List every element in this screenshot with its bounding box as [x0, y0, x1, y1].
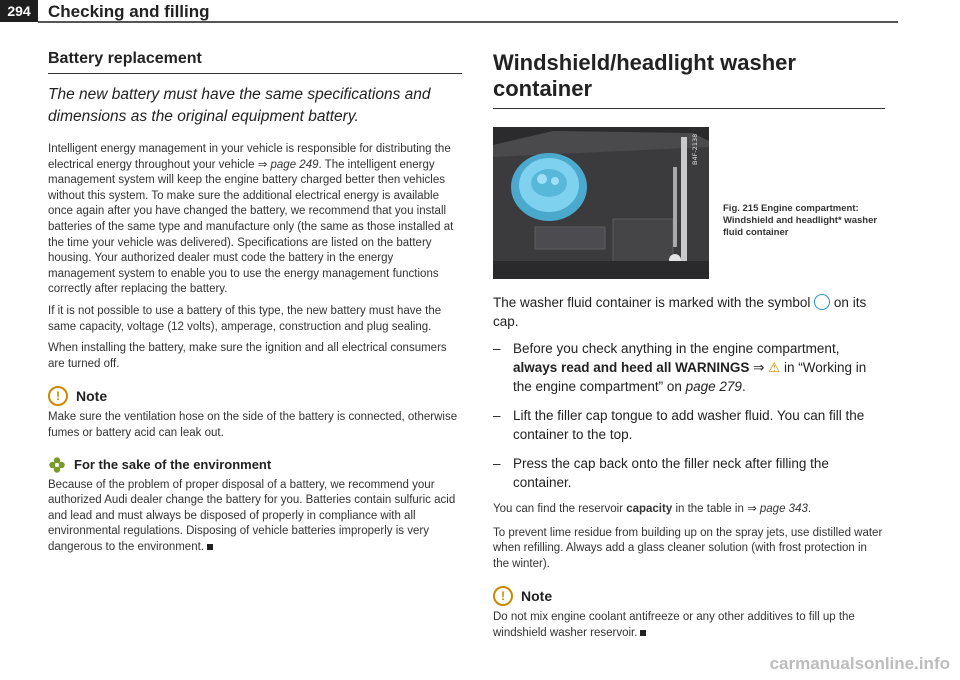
environment-text: Because of the problem of proper disposal of a battery, we recommend your authorized Audi dealer change the battery for you. Batteries contain sulfuric acid and lead and must always be disposed of properly in compliance with all environmental regulations. Disposing of vehicle batteries improperly is very dangerous to the environment.	[48, 478, 456, 553]
lime-text: To prevent lime residue from building up on the spray jets, use distilled water when refilling. Always add a glass cleaner solution (with frost protection in the winter).	[493, 526, 883, 570]
battery-para-1: Intelligent energy management in your vehicle is responsible for distributing the electrical energy throughout your vehicle ⇒ page 249. The intelligent energy management system will keep the engine battery charged better then vehicles without this system. To make sure the additional electrical energy is available once again after you have changed the battery, we recommend that you install batteries of the same type and manufacture only (the same as those installed at the time your vehicle was delivered). Specifications are listed on the battery housing. Your authorized dealer must code the battery in the energy management system to enable you to use the energy management functions correctly after replacing the battery.	[48, 143, 454, 296]
washer-heading: Windshield/headlight washer container	[493, 50, 885, 109]
end-mark	[640, 630, 646, 636]
left-column	[48, 50, 462, 561]
end-mark	[207, 544, 213, 550]
note-label: Note	[76, 388, 108, 405]
watermark: carmanualsonline.info	[769, 654, 950, 673]
note-label: Note	[521, 588, 553, 605]
battery-para-2: If it is not possible to use a battery of this type, the new battery must have the same capacity, voltage (12 volts), amperage, construction and plug sealing.	[48, 304, 442, 333]
note-text: Make sure the ventilation hose on the side of the battery is connected, otherwise fumes or battery acid can leak out.	[48, 411, 458, 439]
engine-illustration	[493, 127, 709, 279]
page-ref-link[interactable]: ⇒ page 343	[747, 503, 808, 515]
capacity-text: You can find the reservoir capacity in the table in ⇒ page 343.	[493, 503, 812, 515]
exclamation-circle-icon: !	[48, 386, 68, 406]
page-number: 294	[0, 0, 38, 22]
figure-caption: Fig. 215 Engine compartment: Windshield and headlight* washer fluid container	[723, 203, 878, 238]
chapter-title: Checking and filling	[48, 2, 210, 21]
step-3: – Press the cap back onto the filler neck after filling the container.	[493, 456, 829, 490]
engine-compartment-image	[493, 127, 709, 279]
page-header	[0, 0, 960, 24]
step-2: – Lift the filler cap tongue to add washer fluid. You can fill the container to the top.	[493, 408, 865, 442]
battery-lead: The new battery must have the same specifications and dimensions as the original equipment battery.	[48, 86, 431, 125]
page-ref-link[interactable]: ⇒ page 249	[257, 158, 319, 171]
note-header	[493, 586, 885, 606]
figure-215	[493, 127, 885, 279]
note-header	[48, 386, 462, 406]
flower-icon	[48, 456, 66, 474]
note-text: Do not mix engine coolant antifreeze or any other additives to fill up the windshield washer reservoir.	[493, 611, 855, 639]
figure-code: B4F-2138	[691, 133, 699, 165]
battery-heading: Battery replacement	[48, 50, 462, 74]
washer-intro: The washer fluid container is marked with the symbol on its cap.	[493, 295, 867, 329]
battery-para-3: When installing the battery, make sure the ignition and all electrical consumers are turned off.	[48, 342, 447, 370]
header-divider	[38, 21, 898, 23]
page-ref-link[interactable]: page 279	[685, 379, 742, 394]
warning-triangle-icon: ⚠	[768, 360, 781, 375]
washer-steps	[493, 339, 885, 492]
washer-symbol-icon	[814, 294, 830, 310]
step-1: – Before you check anything in the engine compartment, always read and heed all WARNINGS ⇒ ⚠ in “Working in the engine compartment” on page 279.	[493, 341, 867, 394]
exclamation-circle-icon: !	[493, 586, 513, 606]
environment-header	[48, 456, 462, 474]
environment-label: For the sake of the environment	[74, 457, 272, 472]
right-column	[493, 50, 885, 650]
